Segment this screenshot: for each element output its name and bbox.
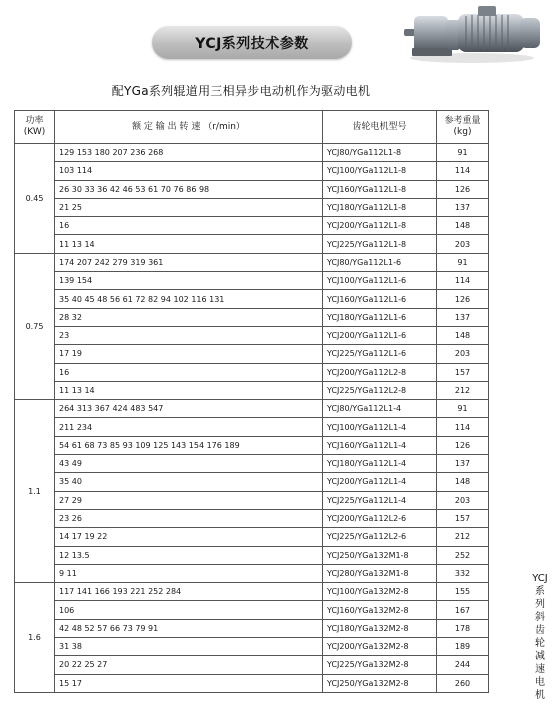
weight-cell: 178: [437, 619, 489, 637]
weight-cell: 155: [437, 583, 489, 601]
table-row: [15, 326, 489, 344]
model-cell: YCJ180/YGa112L1-8: [323, 198, 437, 216]
speeds-cell: 26 30 33 36 42 46 53 61 70 76 86 98: [55, 180, 323, 198]
side-label-char: 轮: [535, 638, 545, 649]
model-cell: YCJ200/YGa112L1-4: [323, 473, 437, 491]
speeds-cell: 117 141 166 193 221 252 284: [55, 583, 323, 601]
table-row: [15, 546, 489, 564]
weight-cell: 114: [437, 418, 489, 436]
speeds-cell: 17 19: [55, 345, 323, 363]
speeds-cell: 14 17 19 22: [55, 528, 323, 546]
speeds-cell: 103 114: [55, 162, 323, 180]
weight-cell: 137: [437, 455, 489, 473]
table-row: [15, 638, 489, 656]
weight-cell: 126: [437, 290, 489, 308]
header-model: 齿轮电机型号: [323, 111, 437, 144]
speeds-cell: 12 13.5: [55, 546, 323, 564]
model-cell: YCJ225/YGa112L2-8: [323, 381, 437, 399]
power-cell: 0.75: [15, 253, 55, 399]
table-row: [15, 509, 489, 527]
model-cell: YCJ200/YGa112L1-6: [323, 326, 437, 344]
speeds-cell: 35 40 45 48 56 61 72 82 94 102 116 131: [55, 290, 323, 308]
model-cell: YCJ225/YGa112L1-8: [323, 235, 437, 253]
header-power-label: 功率: [25, 116, 44, 126]
weight-cell: 126: [437, 436, 489, 454]
speeds-cell: 264 313 367 424 483 547: [55, 400, 323, 418]
model-cell: YCJ200/YGa112L2-8: [323, 363, 437, 381]
speeds-cell: 16: [55, 217, 323, 235]
side-label-char: 机: [535, 690, 545, 701]
table-row: [15, 473, 489, 491]
table-row: [15, 144, 489, 162]
side-label-text: [528, 585, 552, 702]
table-row: [15, 418, 489, 436]
speeds-cell: 21 25: [55, 198, 323, 216]
model-cell: YCJ225/YGa112L2-6: [323, 528, 437, 546]
header-weight-label: 参考重量: [444, 116, 481, 126]
weight-cell: 189: [437, 638, 489, 656]
weight-cell: 203: [437, 345, 489, 363]
weight-cell: 91: [437, 144, 489, 162]
speeds-cell: 11 13 14: [55, 381, 323, 399]
side-label-code: YCJ: [532, 573, 548, 584]
speeds-cell: 31 38: [55, 638, 323, 656]
model-cell: YCJ280/YGa132M1-8: [323, 564, 437, 582]
weight-cell: 252: [437, 546, 489, 564]
model-cell: YCJ100/YGa112L1-8: [323, 162, 437, 180]
table-body: [15, 144, 489, 693]
table-row: [15, 290, 489, 308]
table-row: [15, 198, 489, 216]
table-row: [15, 656, 489, 674]
model-cell: YCJ160/YGa112L1-6: [323, 290, 437, 308]
gear-motor-icon: [398, 2, 546, 64]
table-row: [15, 217, 489, 235]
speeds-cell: 174 207 242 279 319 361: [55, 253, 323, 271]
speeds-cell: 54 61 68 73 85 93 109 125 143 154 176 189: [55, 436, 323, 454]
table-row: [15, 235, 489, 253]
weight-cell: 148: [437, 217, 489, 235]
speeds-cell: 9 11: [55, 564, 323, 582]
model-cell: YCJ200/YGa132M2-8: [323, 638, 437, 656]
speeds-cell: 129 153 180 207 236 268: [55, 144, 323, 162]
weight-cell: 137: [437, 308, 489, 326]
model-cell: YCJ180/YGa112L1-6: [323, 308, 437, 326]
table-row: [15, 162, 489, 180]
weight-cell: 157: [437, 363, 489, 381]
speeds-cell: 35 40: [55, 473, 323, 491]
model-cell: YCJ200/YGa112L2-6: [323, 509, 437, 527]
table-row: [15, 381, 489, 399]
speeds-cell: 211 234: [55, 418, 323, 436]
table-row: [15, 619, 489, 637]
model-cell: YCJ160/YGa112L1-8: [323, 180, 437, 198]
speeds-cell: 43 49: [55, 455, 323, 473]
table-row: [15, 180, 489, 198]
side-label-char: 电: [535, 677, 545, 688]
table-header-row: [15, 111, 489, 144]
side-label-char: 速: [535, 664, 545, 675]
weight-cell: 91: [437, 400, 489, 418]
header-weight: [437, 111, 489, 144]
table-row: [15, 436, 489, 454]
model-cell: YCJ225/YGa112L1-4: [323, 491, 437, 509]
weight-cell: 332: [437, 564, 489, 582]
model-cell: YCJ225/YGa132M2-8: [323, 656, 437, 674]
side-label-char: 减: [535, 651, 545, 662]
power-cell: 0.45: [15, 144, 55, 254]
header-power: [15, 111, 55, 144]
model-cell: YCJ200/YGa112L1-8: [323, 217, 437, 235]
speeds-cell: 28 32: [55, 308, 323, 326]
table-row: [15, 601, 489, 619]
model-cell: YCJ100/YGa112L1-4: [323, 418, 437, 436]
header-speeds: 额 定 输 出 转 速 （r/min）: [55, 111, 323, 144]
table-row: [15, 400, 489, 418]
spec-table: [14, 110, 489, 693]
page-title: [152, 26, 352, 59]
speeds-cell: 20 22 25 27: [55, 656, 323, 674]
model-cell: YCJ180/YGa132M2-8: [323, 619, 437, 637]
weight-cell: 148: [437, 326, 489, 344]
weight-cell: 203: [437, 235, 489, 253]
model-cell: YCJ250/YGa132M1-8: [323, 546, 437, 564]
table-caption: 配YGa系列辊道用三相异步电动机作为驱动电机: [111, 84, 371, 98]
side-section-label: [528, 572, 552, 702]
table-row: [15, 491, 489, 509]
weight-cell: 157: [437, 509, 489, 527]
speeds-cell: 23 26: [55, 509, 323, 527]
weight-cell: 203: [437, 491, 489, 509]
speeds-cell: 106: [55, 601, 323, 619]
model-cell: YCJ225/YGa112L1-6: [323, 345, 437, 363]
speeds-cell: 42 48 52 57 66 73 79 91: [55, 619, 323, 637]
table-row: [15, 583, 489, 601]
model-cell: YCJ100/YGa112L1-6: [323, 272, 437, 290]
side-label-char: 列: [535, 599, 545, 610]
side-label-char: 系: [535, 586, 545, 597]
side-label-char: 斜: [535, 612, 545, 623]
header-weight-unit: (kg): [453, 127, 472, 137]
table-row: [15, 674, 489, 692]
model-cell: YCJ80/YGa112L1-4: [323, 400, 437, 418]
table-row: [15, 455, 489, 473]
table-row: [15, 272, 489, 290]
side-label-char: 齿: [535, 625, 545, 636]
model-cell: YCJ80/YGa112L1-6: [323, 253, 437, 271]
table-row: [15, 308, 489, 326]
table-row: [15, 363, 489, 381]
weight-cell: 91: [437, 253, 489, 271]
speeds-cell: 23: [55, 326, 323, 344]
table-row: [15, 253, 489, 271]
power-cell: 1.6: [15, 583, 55, 693]
model-cell: YCJ160/YGa132M2-8: [323, 601, 437, 619]
table-row: [15, 564, 489, 582]
model-cell: YCJ180/YGa112L1-4: [323, 455, 437, 473]
speeds-cell: 16: [55, 363, 323, 381]
model-cell: YCJ80/YGa112L1-8: [323, 144, 437, 162]
power-cell: 1.1: [15, 400, 55, 583]
table-row: [15, 345, 489, 363]
speeds-cell: 139 154: [55, 272, 323, 290]
weight-cell: 212: [437, 381, 489, 399]
weight-cell: 244: [437, 656, 489, 674]
page-title-text: YCJ系列技术参数: [195, 35, 309, 52]
model-cell: YCJ100/YGa132M2-8: [323, 583, 437, 601]
header-power-unit: (KW): [23, 127, 46, 137]
weight-cell: 114: [437, 162, 489, 180]
speeds-cell: 11 13 14: [55, 235, 323, 253]
weight-cell: 148: [437, 473, 489, 491]
weight-cell: 126: [437, 180, 489, 198]
model-cell: YCJ250/YGa132M2-8: [323, 674, 437, 692]
weight-cell: 137: [437, 198, 489, 216]
weight-cell: 114: [437, 272, 489, 290]
model-cell: YCJ160/YGa112L1-4: [323, 436, 437, 454]
speeds-cell: 15 17: [55, 674, 323, 692]
table-row: [15, 528, 489, 546]
weight-cell: 167: [437, 601, 489, 619]
speeds-cell: 27 29: [55, 491, 323, 509]
weight-cell: 260: [437, 674, 489, 692]
weight-cell: 212: [437, 528, 489, 546]
